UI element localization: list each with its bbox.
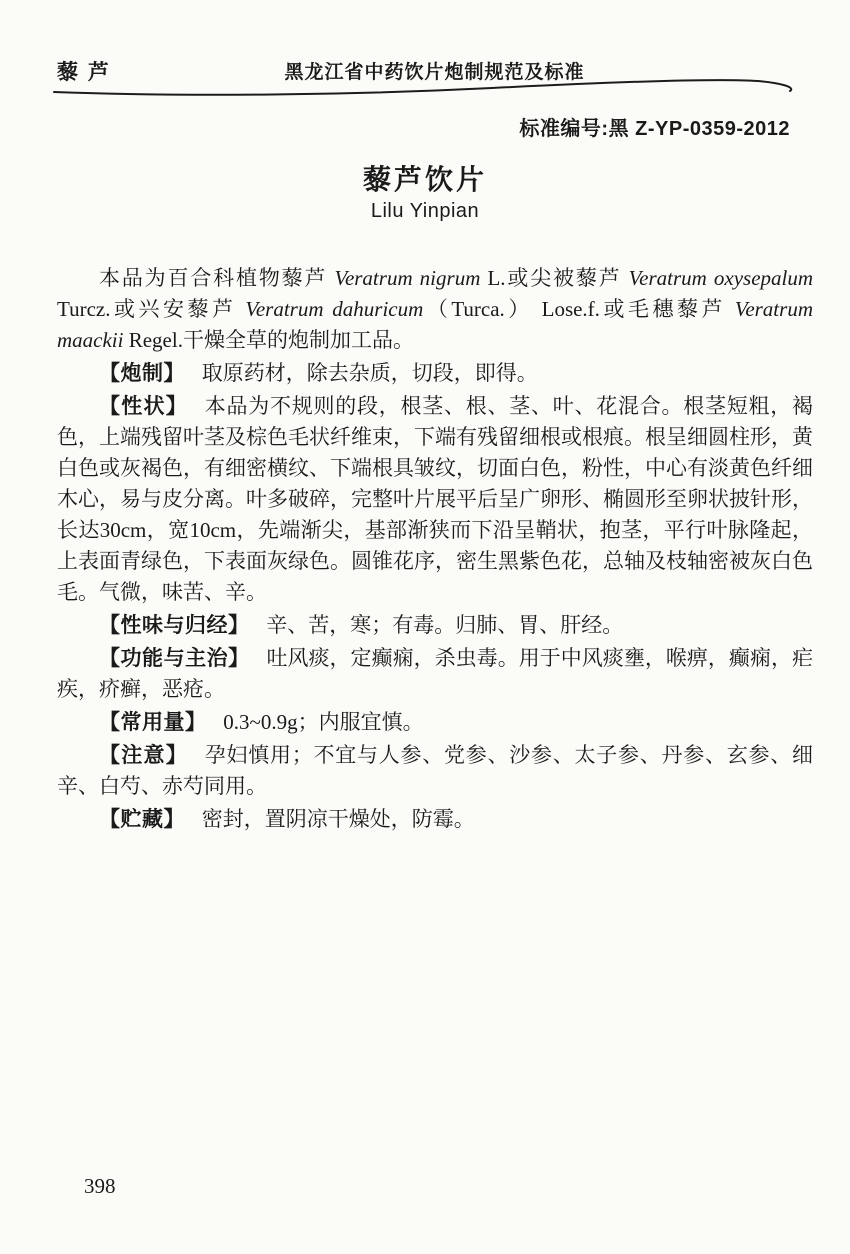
page-number: 398 bbox=[84, 1174, 116, 1198]
section-label: 【常用量】 bbox=[99, 711, 207, 734]
section-label: 【炮制】 bbox=[99, 362, 185, 385]
header-book-title: 黑龙江省中药饮片炮制规范及标准 bbox=[284, 62, 585, 83]
section-gongneng-zhuzhi bbox=[57, 643, 813, 705]
section-xingwei-guijing bbox=[57, 610, 813, 641]
section-label: 【性味与归经】 bbox=[99, 614, 250, 637]
section-paozhi bbox=[57, 358, 813, 389]
intro-paragraph: 本品为百合科植物藜芦 Veratrum nigrum L.或尖被藜芦 Veratrum oxysepalum Turcz.或兴安藜芦 Veratrum dahuricum（Turca.） Lose.f.或毛穗藜芦 Veratrum maackii Regel.干燥全草的炮制加工品。 bbox=[57, 266, 814, 352]
section-text: 辛、苦，寒；有毒。归肺、胃、肝经。 bbox=[266, 613, 624, 637]
section-text: 取原药材，除去杂质，切段，即得。 bbox=[201, 361, 538, 385]
section-text: 本品为不规则的段，根茎、根、茎、叶、花混合。根茎短粗，褐色，上端残留叶茎及棕色毛状纤维束，下端有残留细根或根痕。根呈细圆柱形，黄白色或灰褐色，有细密横纹、下端根具皱纹，切面白色，粉性，中心有淡黄色纤细木心，易与皮分离。叶多破碎，完整叶片展平后呈广卵形、椭圆形至卵状披针形，长达30cm，宽10cm，先端渐尖，基部渐狭而下沿呈鞘状，抱茎，平行叶脉隆起，上表面青绿色，下表面灰绿色。圆锥花序，密生黑紫色花，总轴及枝轴密被灰白色毛。气微，味苦、辛。 bbox=[57, 394, 814, 604]
section-text: 密封，置阴凉干燥处，防霉。 bbox=[201, 807, 475, 831]
section-text: 0.3~0.9g；内服宜慎。 bbox=[223, 710, 424, 734]
section-changyongliang bbox=[57, 707, 813, 738]
header-entry-name: 藜 芦 bbox=[57, 61, 111, 84]
document-body bbox=[57, 263, 813, 837]
section-label: 【注意】 bbox=[99, 744, 188, 767]
header-rule-line bbox=[52, 76, 802, 100]
section-text: 孕妇慎用；不宜与人参、党参、沙参、太子参、丹参、玄参、细辛、白芍、赤芍同用。 bbox=[57, 743, 814, 798]
section-label: 【性状】 bbox=[99, 395, 188, 418]
section-label: 【贮藏】 bbox=[99, 808, 185, 831]
section-xingzhuang bbox=[57, 391, 813, 608]
section-label: 【功能与主治】 bbox=[99, 647, 250, 670]
section-zhuyi bbox=[57, 740, 813, 802]
standard-number: 标准编号:黑 Z-YP-0359-2012 bbox=[519, 118, 790, 140]
section-zhucang bbox=[57, 804, 813, 835]
page-title: 藜芦饮片 bbox=[362, 164, 487, 195]
page-title-pinyin: Lilu Yinpian bbox=[370, 200, 480, 222]
section-text: 吐风痰，定癫痫，杀虫毒。用于中风痰壅，喉痹，癫痫，疟疾，疥癣，恶疮。 bbox=[57, 646, 814, 701]
